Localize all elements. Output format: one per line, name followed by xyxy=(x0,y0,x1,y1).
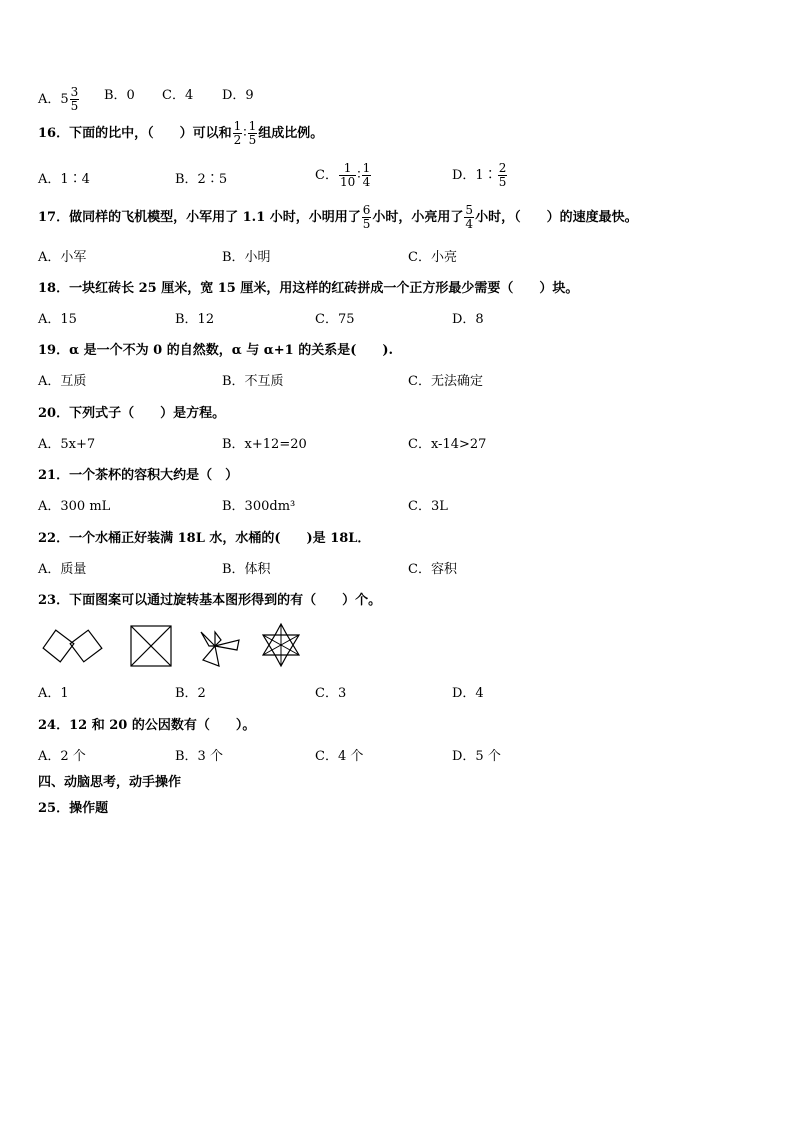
q19-option-a[interactable]: A．互质 xyxy=(38,374,87,389)
q22-option-c[interactable]: C．容积 xyxy=(408,562,457,577)
q17-options xyxy=(38,250,758,280)
fraction: $\frac{1}{5}$ xyxy=(248,119,257,147)
q15-option-c[interactable]: C．4 xyxy=(162,88,194,103)
q16-option-a[interactable]: A．1∶4 xyxy=(38,172,90,187)
q18-option-c[interactable]: C．75 xyxy=(315,312,355,327)
q15-option-a[interactable] xyxy=(38,86,80,113)
q22-question: 22．一个水桶正好装满 18L 水，水桶的( )是 18L． xyxy=(38,531,371,546)
q15-option-d[interactable]: D．9 xyxy=(222,88,254,103)
q23-question: 23．下面图案可以通过旋转基本图形得到的有（ ）个。 xyxy=(38,593,382,608)
q23-option-d[interactable]: D．4 xyxy=(452,686,484,701)
q21-question: 21．一个茶杯的容积大约是（ ） xyxy=(38,468,239,483)
q22-options xyxy=(38,562,758,592)
q18-option-d[interactable]: D．8 xyxy=(452,312,484,327)
q20-question: 20．下列式子（ ）是方程。 xyxy=(38,406,226,421)
q23-option-a[interactable]: A．1 xyxy=(38,686,69,701)
q21-option-b[interactable]: B．300dm³ xyxy=(222,499,296,514)
q22-option-b[interactable]: B．体积 xyxy=(222,562,271,577)
q21-option-c[interactable]: C．3L xyxy=(408,499,448,514)
q20-option-a[interactable]: A．5x+7 xyxy=(38,437,96,452)
q22-option-a[interactable]: A．质量 xyxy=(38,562,87,577)
fraction: $\frac{1}{10}$ xyxy=(339,161,356,189)
q23-option-b[interactable]: B．2 xyxy=(175,686,206,701)
q15-option-b[interactable]: B．0 xyxy=(104,88,135,103)
q24-option-d[interactable]: D．5 个 xyxy=(452,749,501,764)
q17-option-a[interactable]: A．小军 xyxy=(38,250,87,265)
two-squares-figure xyxy=(40,624,104,668)
q19-options xyxy=(38,374,758,404)
q15-options xyxy=(38,86,758,116)
q20-option-c[interactable]: C．x-14>27 xyxy=(408,437,487,452)
q17-question: 17．做同样的飞机模型，小军用了 1.1 小时，小明用了 $\frac{6}{5}$ 小时，小亮用了 $\frac{5}{4}$ 小时，（ ）的速度最快。 xyxy=(38,203,638,231)
q19-question: 19．α 是一个不为 0 的自然数，α 与 α+1 的关系是( ). xyxy=(38,343,394,358)
star-figure xyxy=(258,622,304,668)
option-label: A． xyxy=(38,91,61,107)
q16-option-c[interactable]: C． $\frac{1}{10}$ ∶ $\frac{1}{4}$ xyxy=(315,161,371,189)
q23-figures xyxy=(40,624,340,674)
q23-options xyxy=(38,686,758,716)
q19-option-b[interactable]: B．不互质 xyxy=(222,374,284,389)
q16-options xyxy=(38,162,758,192)
q18-option-a[interactable]: A．15 xyxy=(38,312,77,327)
q17-option-b[interactable]: B．小明 xyxy=(222,250,271,265)
fraction: $\frac{3}{5}$ xyxy=(70,85,79,113)
q16-option-b[interactable]: B．2∶5 xyxy=(175,172,228,187)
q18-question: 18．一块红砖长 25 厘米，宽 15 厘米，用这样的红砖拼成一个正方形最少需要（ ）块。 xyxy=(38,281,579,296)
q18-options xyxy=(38,312,758,342)
fraction: $\frac{6}{5}$ xyxy=(362,203,371,231)
q23-option-c[interactable]: C．3 xyxy=(315,686,347,701)
fraction: $\frac{1}{4}$ xyxy=(362,161,371,189)
q21-options xyxy=(38,499,758,529)
q20-option-b[interactable]: B．x+12=20 xyxy=(222,437,307,452)
q21-option-a[interactable]: A．300 mL xyxy=(38,499,111,514)
q24-option-a[interactable]: A．2 个 xyxy=(38,749,86,764)
q24-option-b[interactable]: B．3 个 xyxy=(175,749,223,764)
square-diagonals-figure xyxy=(129,624,173,668)
q16-question: 16．下面的比中，（ ）可以和 $\frac{1}{2}$ ∶ $\frac{1}{5}$ 组成比例。 xyxy=(38,119,324,147)
mixed-whole: 5 xyxy=(60,91,69,107)
fraction: $\frac{5}{4}$ xyxy=(465,203,474,231)
q16-option-d[interactable]: D．1∶ $\frac{2}{5}$ xyxy=(452,161,507,189)
fraction: $\frac{2}{5}$ xyxy=(498,161,507,189)
section-heading: 四、动脑思考，动手操作 xyxy=(38,775,182,790)
q24-option-c[interactable]: C．4 个 xyxy=(315,749,364,764)
fraction: $\frac{1}{2}$ xyxy=(233,119,242,147)
q24-question: 24．12 和 20 的公因数有（ ）。 xyxy=(38,718,256,733)
q19-option-c[interactable]: C．无法确定 xyxy=(408,374,483,389)
q17-option-c[interactable]: C．小亮 xyxy=(408,250,457,265)
q18-option-b[interactable]: B．12 xyxy=(175,312,215,327)
q20-options xyxy=(38,437,758,467)
q25-question: 25．操作题 xyxy=(38,801,109,816)
pinwheel-figure xyxy=(193,626,243,670)
